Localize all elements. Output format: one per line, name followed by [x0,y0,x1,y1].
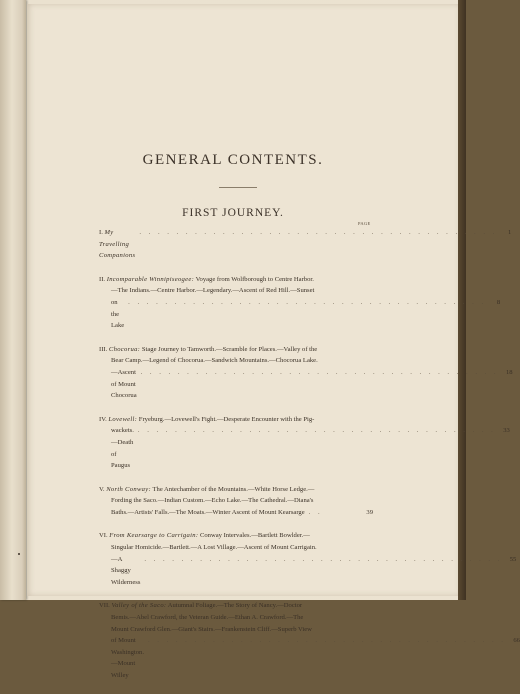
leader-dots: . . . . . . . . . . . . . . . . . . . . . . . . . . . . . . . . . . . . . . . [139,229,498,236]
entry-first-line [99,530,373,542]
entry-text: —A Shaggy Wilderness [111,555,141,586]
entry-first-line [99,414,373,426]
entry-page: 33 [503,427,510,435]
entry-page: 39 [366,508,373,516]
entry-numeral: IV. [99,415,107,423]
entry-line: Bemis.—Abel Crawford, the Veteran Guide.—Ethan A. Crawford.—The [111,614,304,622]
entry-text: Fryeburg.—Lovewell's Fight.—Desperate Encounter with the Pig- [138,415,315,423]
contents-list [99,227,520,694]
entry-last-line [99,425,510,471]
entry-last-line [99,554,517,589]
entry-first-line [99,274,373,286]
contents-entry [99,414,510,472]
entry-page: 8 [496,298,501,306]
entry-line: Fording the Saco.—Indian Custom.—Echo Lake.—The Cathedral.—Diana's [111,497,314,505]
leader-dots: . . [308,508,323,516]
entry-line: Mount Crawford Glen.—Giant's Stairs.—Frankenstein Cliff.—Superb View [111,625,312,633]
entry-text: —Ascent of Mount Chocorua [111,368,137,400]
section-title: FIRST JOURNEY. [182,207,284,219]
leader-dots: . . . . . . . . . . . . . . . . . . . . . . . . . . . . . . . . . . . . . . . [137,427,496,435]
entry-text: of Mount Washington.—Mount Willey [111,637,144,679]
entry-first-line [99,600,373,612]
book-gutter [0,0,26,600]
contents-entry [99,227,512,262]
entry-last-line [99,367,513,402]
entry-text: Conway Intervales.—Bartlett Bowlder.— [199,532,310,540]
page-column-header: PAGE [358,221,371,226]
entry-numeral: VII. [99,602,110,610]
leader-dots: . . . . . . . . . . . . . . . . . . . . . . . . . . . . . . . . . . . . . . . [128,298,487,306]
entry-text: Baths.—Artists' Falls.—The Moats.—Winter Ascent of Mount Kearsarge [111,508,305,516]
entry-text: Autumnal Foliage.—The Story of Nancy.—Doctor [167,602,303,610]
leader-dots: . . . . . . . . . . . . . . . . . . . . . . . . . . . . . . . . . . . . . . . [147,637,506,645]
entry-line: —The Indians.—Centre Harbor.—Legendary.—Ascent of Red Hill.—Sunset [111,287,315,295]
entry-heading: Chocorua: [108,345,141,353]
entry-last-line [99,635,520,681]
leader-dots: . . . . . . . . . . . . . . . . . . . . . . . . . . . . . . . . . . . . . . . [144,555,503,563]
entry-heading: Valley of the Saco: [111,602,167,610]
entry-first-line [99,344,373,356]
entry-page: 55 [509,555,517,563]
entry-text: The Antechamber of the Mountains.—White Horse Ledge.— [152,485,315,493]
entry-numeral: II. [99,275,106,283]
entry-numeral: VI. [99,532,108,540]
entry-line: Bear Camp.—Legend of Chocorua.—Sandwich Mountains.—Chocorua Lake. [111,357,318,365]
entry-text: on the Lake [111,298,125,330]
entry-line [99,227,512,262]
entry-last-line [99,507,373,519]
contents-entry [99,530,517,588]
entry-text: wackets.—Death of Paugus [111,427,134,470]
entry-heading: North Conway: [106,485,151,493]
entry-heading: Lovewell: [108,415,138,423]
entry-page: 66 [513,637,520,645]
entry-line: Singular Homicide.—Bartlett.—A Lost Village.—Ascent of Mount Carrigain. [111,544,317,552]
contents-entry [99,484,373,519]
entry-heading: From Kearsarge to Carrigain: [109,532,199,540]
entry-text: Stage Journey to Tamworth.—Scramble for Places.—Valley of the [141,345,318,353]
entry-text: Voyage from Wolfborough to Centre Harbor. [195,275,314,283]
entry-heading: Incomparable Winnipiseogee: [106,275,195,283]
entry-heading: My Travelling Companions [99,229,136,260]
entry-page: 1 [507,229,512,236]
title-divider [219,187,257,188]
entry-numeral: I. [99,229,103,236]
page-title: GENERAL CONTENTS. [142,152,324,168]
page-speck [18,553,20,555]
contents-entry [99,600,520,681]
contents-entry [99,274,501,332]
entry-first-line [99,484,373,496]
leader-dots: . . . . . . . . . . . . . . . . . . . . . . . . . . . . . . . . . . . . . . . [140,368,499,376]
entry-page: 18 [505,368,513,376]
entry-last-line [99,297,501,332]
entry-numeral: III. [99,345,108,353]
contents-entry [99,344,513,402]
entry-numeral: V. [99,485,105,493]
